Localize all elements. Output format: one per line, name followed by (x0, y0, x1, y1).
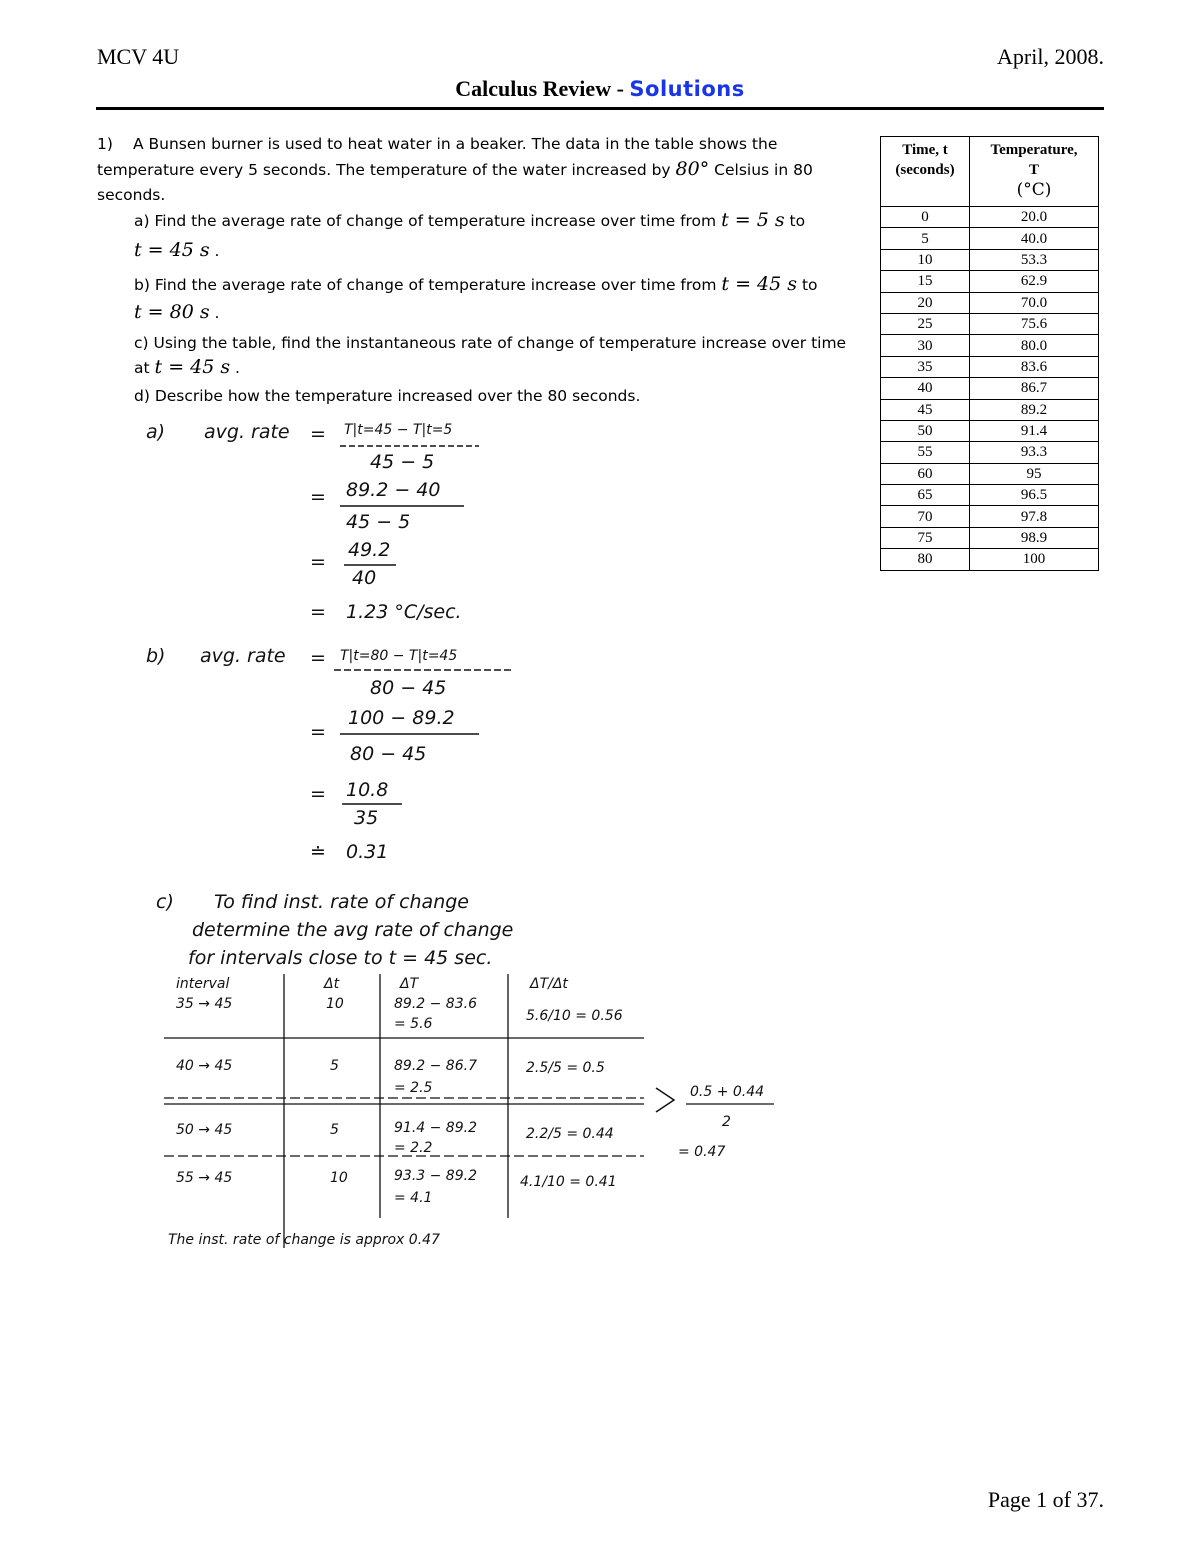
time-header-line: Time, t (902, 142, 948, 158)
b-result: 0.31 (346, 841, 389, 863)
table-row (881, 207, 1099, 228)
c-line2: determine the avg rate of change (192, 919, 514, 941)
a-eq4: = (310, 601, 326, 623)
table-row (881, 271, 1099, 292)
a-den3: 40 (352, 567, 377, 589)
c-r2-interval: 40 → 45 (176, 1058, 233, 1074)
a-eq3: = (310, 551, 326, 573)
intro-text-b: Celsius in 80 seconds. (97, 161, 813, 204)
part-a-from: t = 5 s (721, 209, 785, 231)
part-c-end (134, 355, 854, 381)
c-r1-rate: 5.6/10 = 0.56 (526, 1008, 623, 1024)
part-a-text: a) Find the average rate of change of temperature increase over time from (134, 212, 722, 230)
temperature-cell: 91.4 (970, 420, 1099, 441)
part-b-end (134, 300, 854, 326)
c-avg-den: 2 (722, 1114, 731, 1130)
handwritten-solution (134, 408, 794, 1268)
table-row (881, 249, 1099, 270)
a-label: a) (146, 421, 166, 443)
c-r2-rate: 2.5/5 = 0.5 (526, 1060, 605, 1076)
c-r2-dT1: 89.2 − 86.7 (394, 1058, 477, 1074)
time-header-unit: (seconds) (895, 162, 955, 178)
temperature-cell: 75.6 (970, 313, 1099, 334)
page-number: Page 1 of 37. (987, 1487, 1104, 1512)
c-r3-dT2: = 2.2 (394, 1140, 433, 1156)
time-cell: 65 (881, 485, 970, 506)
c-conclusion: The inst. rate of change is approx 0.47 (168, 1232, 440, 1248)
part-b-prompt (134, 272, 854, 298)
c-head-rate: ΔT/Δt (530, 976, 568, 992)
temperature-header (970, 137, 1099, 207)
part-b-period: . (209, 304, 220, 322)
table-row (881, 356, 1099, 377)
c-r4-rate: 4.1/10 = 0.41 (520, 1174, 617, 1190)
part-a-to: t = 45 s (134, 239, 210, 261)
c-r2-dT2: = 2.5 (394, 1080, 433, 1096)
time-cell: 5 (881, 228, 970, 249)
c-head-dt: Δt (324, 976, 340, 992)
part-b-to-word: to (797, 276, 818, 294)
part-a-to-word: to (784, 212, 806, 230)
title-text: Calculus Review - (455, 76, 630, 101)
c-r1-dt: 10 (326, 996, 344, 1012)
intro-degrees: 80° (675, 158, 710, 180)
header-rule (96, 107, 1104, 110)
a-result: 1.23 °C/sec. (346, 601, 462, 623)
temperature-cell: 40.0 (970, 228, 1099, 249)
a-den2: 45 − 5 (346, 511, 411, 533)
solution-part-a (146, 421, 479, 623)
temperature-cell: 83.6 (970, 356, 1099, 377)
a-num2: 89.2 − 40 (346, 479, 441, 501)
question-number: 1) (97, 135, 113, 153)
a-den1: 45 − 5 (370, 451, 435, 473)
temp-header-unit: (°C) (1016, 180, 1052, 200)
b-eq2: = (310, 721, 326, 743)
part-a-end (134, 238, 854, 264)
part-d-prompt: d) Describe how the temperature increased over the 80 seconds. (134, 387, 641, 405)
table-row (881, 313, 1099, 334)
c-head-dT: ΔT (400, 976, 419, 992)
c-avg-num: 0.5 + 0.44 (690, 1084, 765, 1100)
c-r3-dT1: 91.4 − 89.2 (394, 1120, 477, 1136)
table-row (881, 506, 1099, 527)
c-r3-dt: 5 (330, 1122, 339, 1138)
a-num3: 49.2 (348, 539, 391, 561)
time-cell: 40 (881, 378, 970, 399)
table-row (881, 292, 1099, 313)
c-r1-dT2: = 5.6 (394, 1016, 433, 1032)
time-cell: 10 (881, 249, 970, 270)
b-label: b) (146, 645, 166, 667)
c-r1-interval: 35 → 45 (176, 996, 233, 1012)
b-den1: 80 − 45 (370, 677, 447, 699)
part-b-from: t = 45 s (721, 273, 798, 295)
b-num1: T|t=80 − T|t=45 (340, 648, 458, 664)
temperature-cell: 20.0 (970, 207, 1099, 228)
temperature-cell: 89.2 (970, 399, 1099, 420)
temperature-cell: 97.8 (970, 506, 1099, 527)
c-r3-interval: 50 → 45 (176, 1122, 233, 1138)
temperature-cell: 96.5 (970, 485, 1099, 506)
b-avg-rate: avg. rate (200, 645, 286, 667)
date: April, 2008. (997, 44, 1104, 69)
table-row (881, 442, 1099, 463)
a-eq2: = (310, 486, 326, 508)
intro-text-a: A Bunsen burner is used to heat water in a beaker. The data in the table shows the temperature every 5 seconds. The temperature of the water increased by (97, 135, 778, 179)
temperature-cell: 98.9 (970, 527, 1099, 548)
b-den2: 80 − 45 (350, 743, 427, 765)
c-line3: for intervals close to t = 45 sec. (188, 947, 493, 969)
temp-header-symbol: T (1028, 162, 1039, 178)
table-row (881, 335, 1099, 356)
time-header (881, 137, 970, 207)
table-body (881, 207, 1099, 571)
b-num3: 10.8 (346, 779, 389, 801)
part-c-at: at (134, 359, 155, 377)
temperature-cell: 100 (970, 549, 1099, 570)
time-cell: 30 (881, 335, 970, 356)
temperature-cell: 95 (970, 463, 1099, 484)
a-avg-rate: avg. rate (204, 421, 290, 443)
b-den3: 35 (354, 807, 379, 829)
b-eq3: = (310, 783, 326, 805)
c-r1-dT1: 89.2 − 83.6 (394, 996, 477, 1012)
temperature-cell: 80.0 (970, 335, 1099, 356)
time-cell: 75 (881, 527, 970, 548)
c-label: c) (156, 891, 174, 913)
c-head-interval: interval (176, 976, 230, 992)
c-line1: To find inst. rate of change (214, 891, 469, 913)
table-row (881, 549, 1099, 570)
course-code: MCV 4U (97, 44, 180, 69)
time-cell: 50 (881, 420, 970, 441)
c-r4-dT1: 93.3 − 89.2 (394, 1168, 477, 1184)
time-cell: 70 (881, 506, 970, 527)
solution-part-b (146, 645, 514, 863)
table-row (881, 378, 1099, 399)
part-b-text: b) Find the average rate of change of temperature increase over time from (134, 276, 722, 294)
temperature-cell: 70.0 (970, 292, 1099, 313)
title-highlight: Solutions (629, 77, 745, 101)
part-a-prompt (134, 208, 854, 234)
a-eq1: = (310, 423, 326, 445)
c-r4-dt: 10 (330, 1170, 348, 1186)
table-row (881, 485, 1099, 506)
page-title (0, 76, 1200, 102)
time-cell: 20 (881, 292, 970, 313)
time-cell: 45 (881, 399, 970, 420)
table-row (881, 463, 1099, 484)
c-avg-result: = 0.47 (678, 1144, 726, 1160)
time-cell: 55 (881, 442, 970, 463)
part-b-to: t = 80 s (134, 301, 210, 323)
solution-part-c (156, 891, 774, 1248)
table-row (881, 527, 1099, 548)
table-row (881, 420, 1099, 441)
time-cell: 35 (881, 356, 970, 377)
b-approx: ≐ (310, 841, 326, 863)
a-num1: T|t=45 − T|t=5 (344, 422, 453, 438)
c-r2-dt: 5 (330, 1058, 339, 1074)
temp-header-line: Temperature, (990, 142, 1078, 158)
time-cell: 25 (881, 313, 970, 334)
table-row (881, 399, 1099, 420)
temperature-cell: 62.9 (970, 271, 1099, 292)
time-cell: 60 (881, 463, 970, 484)
b-eq1: = (310, 647, 326, 669)
table-header-row (881, 137, 1099, 207)
part-c-prompt: c) Using the table, find the instantaneous rate of change of temperature increase over time (134, 334, 847, 352)
question-intro (97, 132, 837, 208)
temperature-cell: 53.3 (970, 249, 1099, 270)
c-r3-rate: 2.2/5 = 0.44 (526, 1126, 614, 1142)
c-brace (656, 1088, 674, 1112)
time-cell: 15 (881, 271, 970, 292)
part-c-time: t = 45 s (154, 356, 231, 378)
table-row (881, 228, 1099, 249)
time-cell: 80 (881, 549, 970, 570)
temperature-cell: 93.3 (970, 442, 1099, 463)
c-r4-interval: 55 → 45 (176, 1170, 233, 1186)
b-num2: 100 − 89.2 (348, 707, 455, 729)
c-r4-dT2: = 4.1 (394, 1190, 433, 1206)
part-a-period: . (209, 242, 220, 260)
data-table (880, 136, 1099, 571)
part-c-period: . (230, 359, 240, 377)
temperature-cell: 86.7 (970, 378, 1099, 399)
time-cell: 0 (881, 207, 970, 228)
